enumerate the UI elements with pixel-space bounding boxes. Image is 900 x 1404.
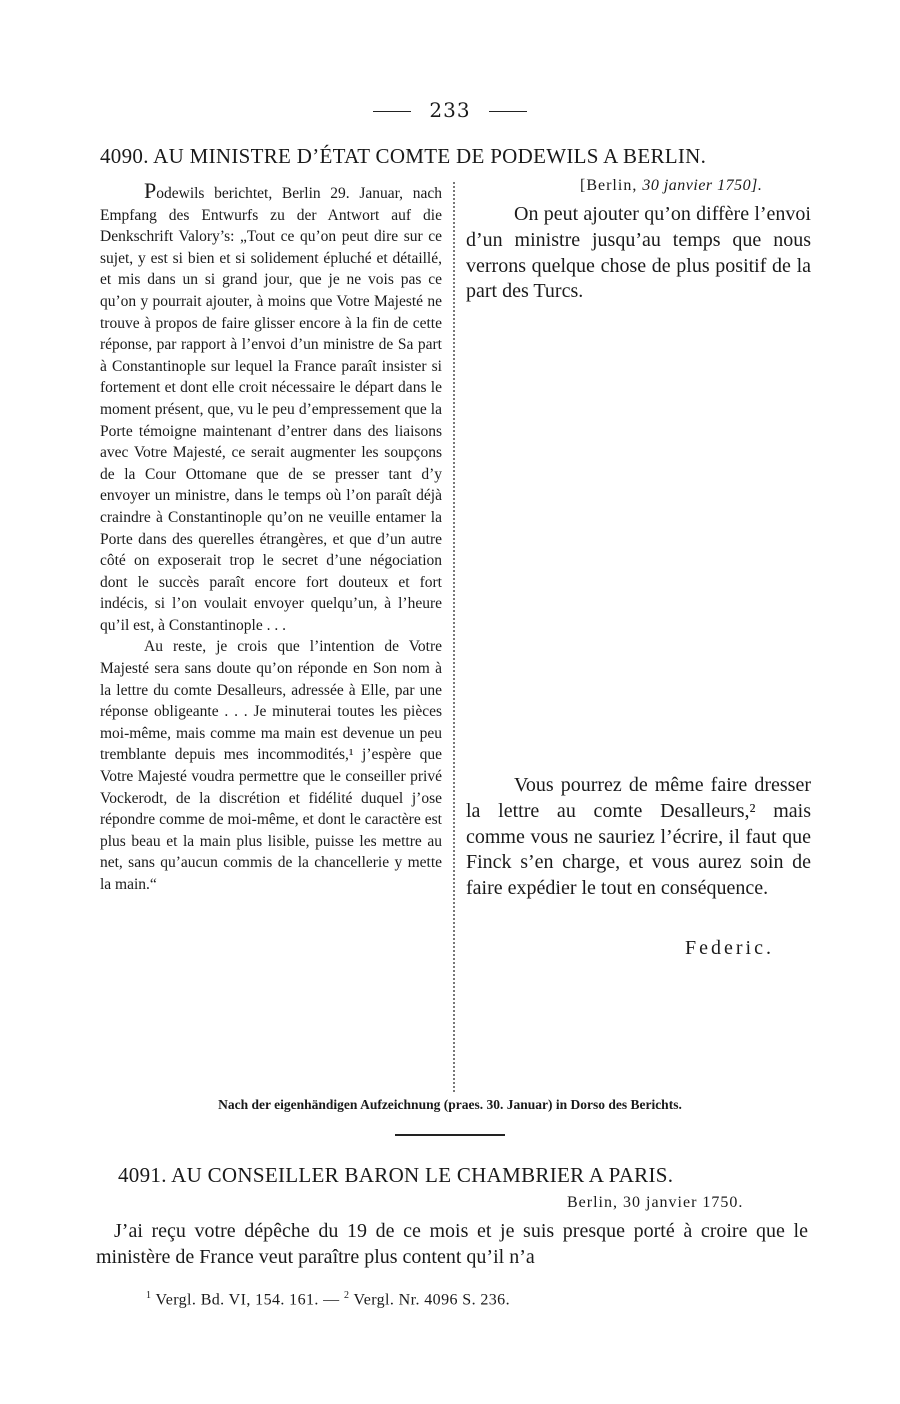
dateline-4091 (567, 1194, 743, 1212)
dropcap: P (144, 178, 157, 203)
document-title-4091: 4091. AU CONSEILLER BARON LE CHAMBRIER A PARIS. (118, 1163, 674, 1187)
report-paragraph-2: Au reste, je crois que l’intention de Votre Majesté sera sans doute qu’on réponde en Son nom à la lettre du comte Desalleurs, adressée à Elle, par une réponse obligeante . . . Je minuterai toutes les pièces moi-même, mais comme ma main est devenue un peu tremblante depuis mes incommodités,¹ j’espère que Votre Majesté voudra permettre que le conseiller privé Vockerodt, de la discrétion et fidélité duquel j’ose répondre comme de moi-même, et dont le caractère est plus beau et la main plus lisible, puisse les mettre au net, sans qu’aucun commis de la chancellerie y mette la main.“ (100, 638, 442, 893)
footnote-2-mark: 2 (343, 1290, 350, 1301)
dateline-date-2: 30 janvier 1750. (623, 1194, 744, 1211)
reply-paragraph-2: Vous pourrez de même faire dresser la lettre au comte Desalleurs,² mais comme vous ne sauriez l’écrire, il faut que Finck s’en charge, et vous aurez soin de faire expédier le tout en conséquence. (466, 774, 811, 900)
left-column-report (100, 180, 442, 896)
right-column-reply (466, 202, 811, 305)
page-header (0, 98, 900, 122)
dateline-place-2: Berlin, (567, 1194, 618, 1211)
header-rule-left (373, 111, 411, 112)
footnote-1: Vergl. Bd. VI, 154. 161. — (155, 1291, 340, 1309)
letter-body-4091 (96, 1218, 808, 1270)
letter-paragraph: J’ai reçu votre dépêche du 19 de ce mois et je suis presque porté à croire que le ministère de France veut paraître plus content qu’il n’a (96, 1220, 808, 1268)
reply-paragraph-1: On peut ajouter qu’on diffère l’envoi d’un ministre jusqu’au temps que nous verrons quelque chose de plus positif de la part des Turcs. (466, 203, 811, 303)
footnote-2: Vergl. Nr. 4096 S. 236. (353, 1291, 510, 1309)
report-text-1: odewils berichtet, Berlin 29. Januar, nach Empfang des Entwurfs zu der Antwort auf die Denkschrift Valory’s: „Tout ce qu’on peut dire sur ce sujet, y est si bien et si solidement épluché et détaillé, et mis dans un si grand jour, que je ne vois pas ce qu’on y pourrait ajouter, à moins que Votre Majesté ne trouve à propos de faire glisser encore à la fin de cette réponse, par rapport à l’envoi d’un ministre de Sa part à Constantinople sur lequel la France paraît insister si fortement et dont elle croit nécessaire le départ dans le moment présent, que, vu le peu d’empressement que la Porte témoigne maintenant d’entrer dans des liaisons avec Votre Majesté, ce serait augmenter les soupçons de la Cour Ottomane que de se presser tant d’y envoyer un ministre, dans le temps où l’on paraît déjà craindre à Constantinople qu’on ne veuille entamer la Porte dans des querelles étrangères, et que d’un autre côté on exposerait trop le secret d’une négociation dont le succès paraît encore fort douteux et fort indécis, si l’on voulait envoyer quelqu’un, à l’heure qu’il est, à Constantinople . . . (100, 185, 442, 634)
document-title-4090: 4090. AU MINISTRE D’ÉTAT COMTE DE PODEWILS A BERLIN. (100, 144, 707, 168)
dateline-date: 30 janvier 1750]. (642, 177, 763, 194)
footnote-1-mark: 1 (146, 1290, 152, 1301)
footnotes (146, 1290, 510, 1309)
section-separator (395, 1134, 505, 1136)
right-column-reply-2 (466, 773, 811, 902)
page-number: 233 (429, 98, 471, 122)
column-divider (453, 182, 455, 1092)
source-note: Nach der eigenhändigen Aufzeichnung (praes. 30. Januar) in Dorso des Berichts. (218, 1097, 682, 1112)
dateline-4090 (580, 177, 762, 195)
signature: Federic. (685, 937, 774, 959)
report-paragraph-1 (100, 180, 442, 636)
dateline-place: [Berlin, (580, 177, 638, 194)
header-rule-right (489, 111, 527, 112)
